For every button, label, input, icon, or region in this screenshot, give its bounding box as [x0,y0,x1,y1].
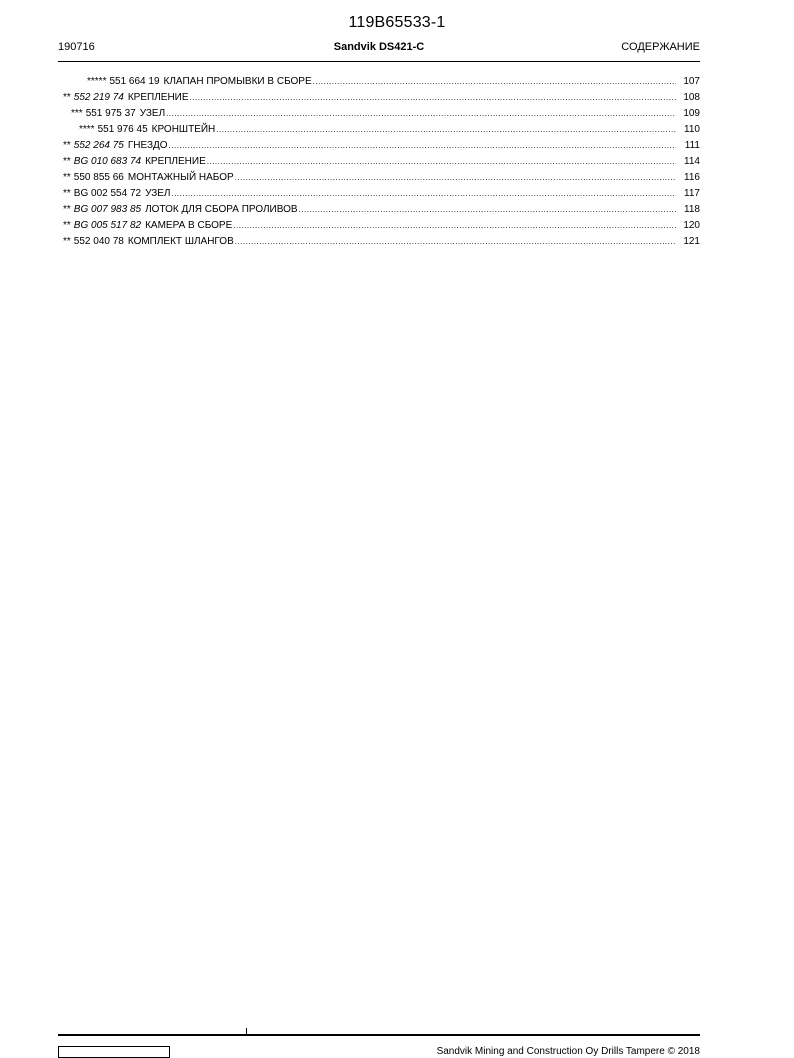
toc-page-number: 114 [684,156,700,167]
toc-title: КАМЕРА В СБОРЕ [145,220,233,231]
header-model: Sandvik DS421-C [333,41,425,53]
toc-title: УЗЕЛ [139,108,166,119]
toc-title: ГНЕЗДО [127,140,168,151]
toc-entry[interactable] [63,124,700,140]
toc-dot-leader [169,141,676,150]
toc-part-number: 551 975 37 [85,108,136,119]
toc-part-number: 552 040 78 [73,236,124,247]
toc-page-number: 116 [684,172,700,183]
toc-page-number: 110 [684,124,700,135]
toc-title: КЛАПАН ПРОМЫВКИ В СБОРЕ [163,76,312,87]
page-header [58,41,700,55]
toc-entry[interactable] [63,172,700,188]
toc-level-marker: ** [63,236,71,247]
toc-title: УЗЕЛ [145,188,171,199]
toc-part-number: BG 002 554 72 [73,188,142,199]
toc-level-marker: ***** [87,76,107,87]
toc-page-number: 107 [683,76,700,87]
toc-entry[interactable] [63,140,700,156]
toc-entry[interactable] [63,204,700,220]
table-of-contents [63,76,700,252]
toc-part-number: 552 219 74 [73,92,124,103]
toc-dot-leader [216,125,676,134]
toc-entry[interactable] [63,92,700,108]
toc-title: КРЕПЛЕНИЕ [145,156,206,167]
toc-dot-leader [190,93,676,102]
toc-title: МОНТАЖНЫЙ НАБОР [127,172,234,183]
toc-level-marker: *** [71,108,83,119]
document-number: 119B65533-1 [348,14,446,31]
toc-page-number: 117 [684,188,700,199]
sandvik-logo [58,1046,170,1058]
toc-dot-leader [299,205,676,214]
toc-entry[interactable] [63,188,700,204]
toc-level-marker: ** [63,172,71,183]
toc-part-number: 552 264 75 [73,140,124,151]
toc-dot-leader [207,157,676,166]
toc-entry[interactable] [63,108,700,124]
footer-copyright: Sandvik Mining and Construction Oy Drills Tampere © 2018 [436,1046,700,1057]
toc-part-number: 551 976 45 [97,124,148,135]
toc-page-number: 109 [683,108,700,119]
toc-level-marker: ** [63,220,71,231]
toc-page-number: 120 [683,220,700,231]
footer-divider [58,1034,700,1036]
toc-level-marker: ** [63,204,71,215]
toc-part-number: BG 007 983 85 [73,204,142,215]
toc-title: КОМПЛЕКТ ШЛАНГОВ [127,236,234,247]
toc-level-marker: **** [79,124,95,135]
toc-part-number: BG 005 517 82 [73,220,142,231]
toc-title: КРОНШТЕЙН [151,124,216,135]
toc-dot-leader [235,173,676,182]
toc-title: ЛОТОК ДЛЯ СБОРА ПРОЛИВОВ [145,204,298,215]
toc-part-number: BG 010 683 74 [73,156,142,167]
toc-title: КРЕПЛЕНИЕ [127,92,189,103]
toc-dot-leader [313,77,676,86]
toc-entry[interactable] [63,236,700,252]
header-date: 190716 [58,41,95,53]
toc-level-marker: ** [63,188,71,199]
toc-dot-leader [233,221,676,230]
toc-page-number: 111 [684,140,700,151]
toc-level-marker: ** [63,140,71,151]
toc-part-number: 551 664 19 [109,76,160,87]
toc-dot-leader [171,189,676,198]
toc-entry[interactable] [63,220,700,236]
toc-page-number: 121 [683,236,700,247]
toc-entry[interactable] [63,76,700,92]
toc-dot-leader [235,237,676,246]
header-divider [58,61,700,62]
header-section: СОДЕРЖАНИЕ [621,41,700,53]
toc-level-marker: ** [63,156,71,167]
toc-entry[interactable] [63,156,700,172]
toc-dot-leader [166,109,676,118]
toc-part-number: 550 855 66 [73,172,124,183]
toc-level-marker: ** [63,92,71,103]
toc-page-number: 108 [683,92,700,103]
toc-page-number: 118 [684,204,700,215]
